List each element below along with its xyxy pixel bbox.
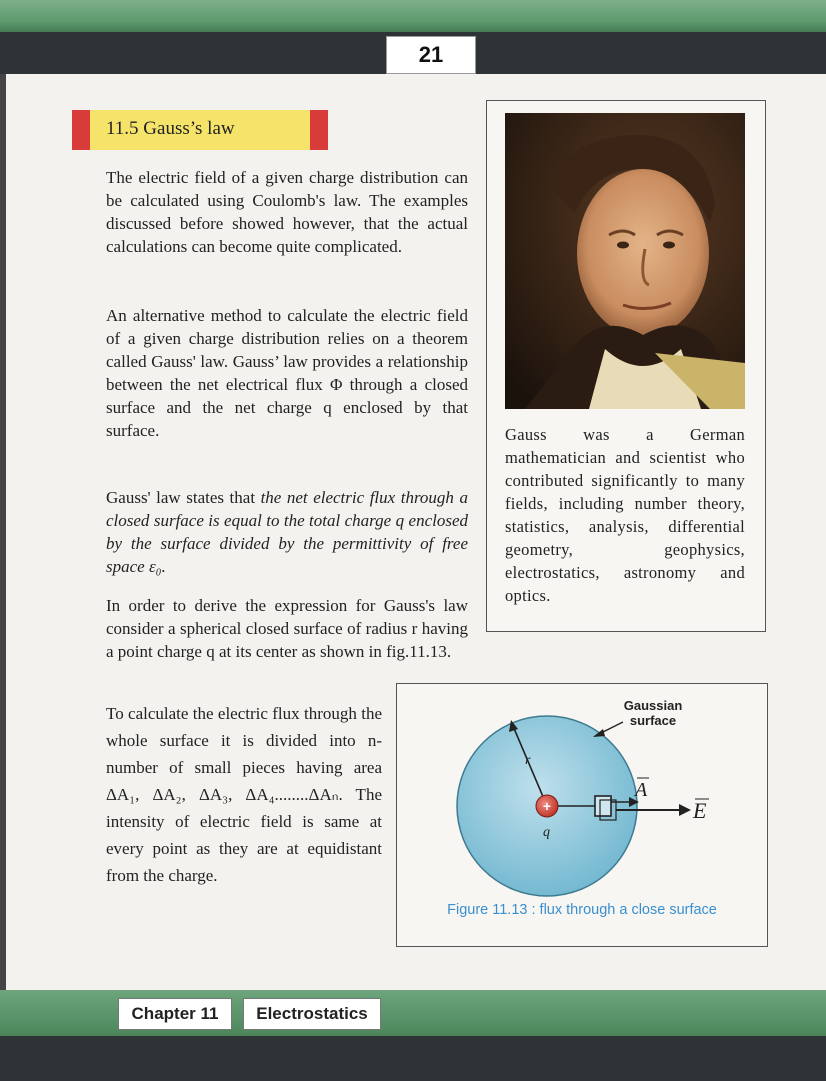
footer-topic: Electrostatics [243,998,381,1030]
heading-accent-right [310,110,328,150]
plus-sign: + [542,798,552,814]
portrait-panel [486,100,766,632]
field-vector-head [679,804,691,816]
gauss-portrait [505,113,745,409]
field-vector-label: E [693,798,707,823]
charge-label: q [543,825,550,840]
area-vector-label: A [635,779,648,801]
paragraph-5: To calculate the electric flux through the whole surface it is divided into n-number of small pieces having area ΔA₁, ΔA₂, ΔA₃, ΔA₄........ΔAₙ. The intensity of electric field is same at every point as they are at equidistant from the charge. [106,704,382,885]
section-heading-box [72,110,328,150]
radius-label: r [525,753,531,768]
footer-chapter: Chapter 11 [118,998,232,1030]
paragraph-1: The electric field of a given charge distribution can be calculated using Coulomb's law. The examples discussed before showed however, that the actual calculations can become quite complicated. [106,168,468,256]
paragraph-2: An alternative method to calculate the electric field of a given charge distribution relies on a theorem called Gauss' law. Gauss’ law provides a relationship between the net electrical flux Φ through a closed surface and the net charge q enclosed by that surface. [106,306,468,440]
paragraph-3 [106,486,468,578]
portrait-caption: Gauss was a German mathematician and scientist who contributed significantly to many fields, including number theory, statistics, analysis, differential geometry, geophysics, electrostatics, astronomy and optics. [505,425,745,605]
surface-label-line-1: Gaussian [623,698,683,713]
header-band [0,0,826,36]
surface-label [624,698,683,728]
page-edge [0,74,6,994]
figure-panel [396,683,768,947]
surface-label-line-2: surface [629,713,677,728]
area-element [595,796,611,816]
heading-accent-left [72,110,90,150]
footer-bar [0,1036,826,1081]
paragraph-3-lead: Gauss' law states that [106,488,261,507]
section-heading: 11.5 Gauss’s law [106,118,235,139]
page-number: 21 [386,36,476,74]
figure-caption: Figure 11.13 : flux through a close surface [447,902,717,918]
paragraph-4: In order to derive the expression for Gauss's law consider a spherical closed surface of radius r having a point charge q at its center as shown in fig.11.13. [106,596,468,661]
paragraph-3-law-statement: the net electric flux through a closed surface is equal to the total charge q enclosed by the surface divided by the permittivity of free space ε₀. [106,488,468,576]
